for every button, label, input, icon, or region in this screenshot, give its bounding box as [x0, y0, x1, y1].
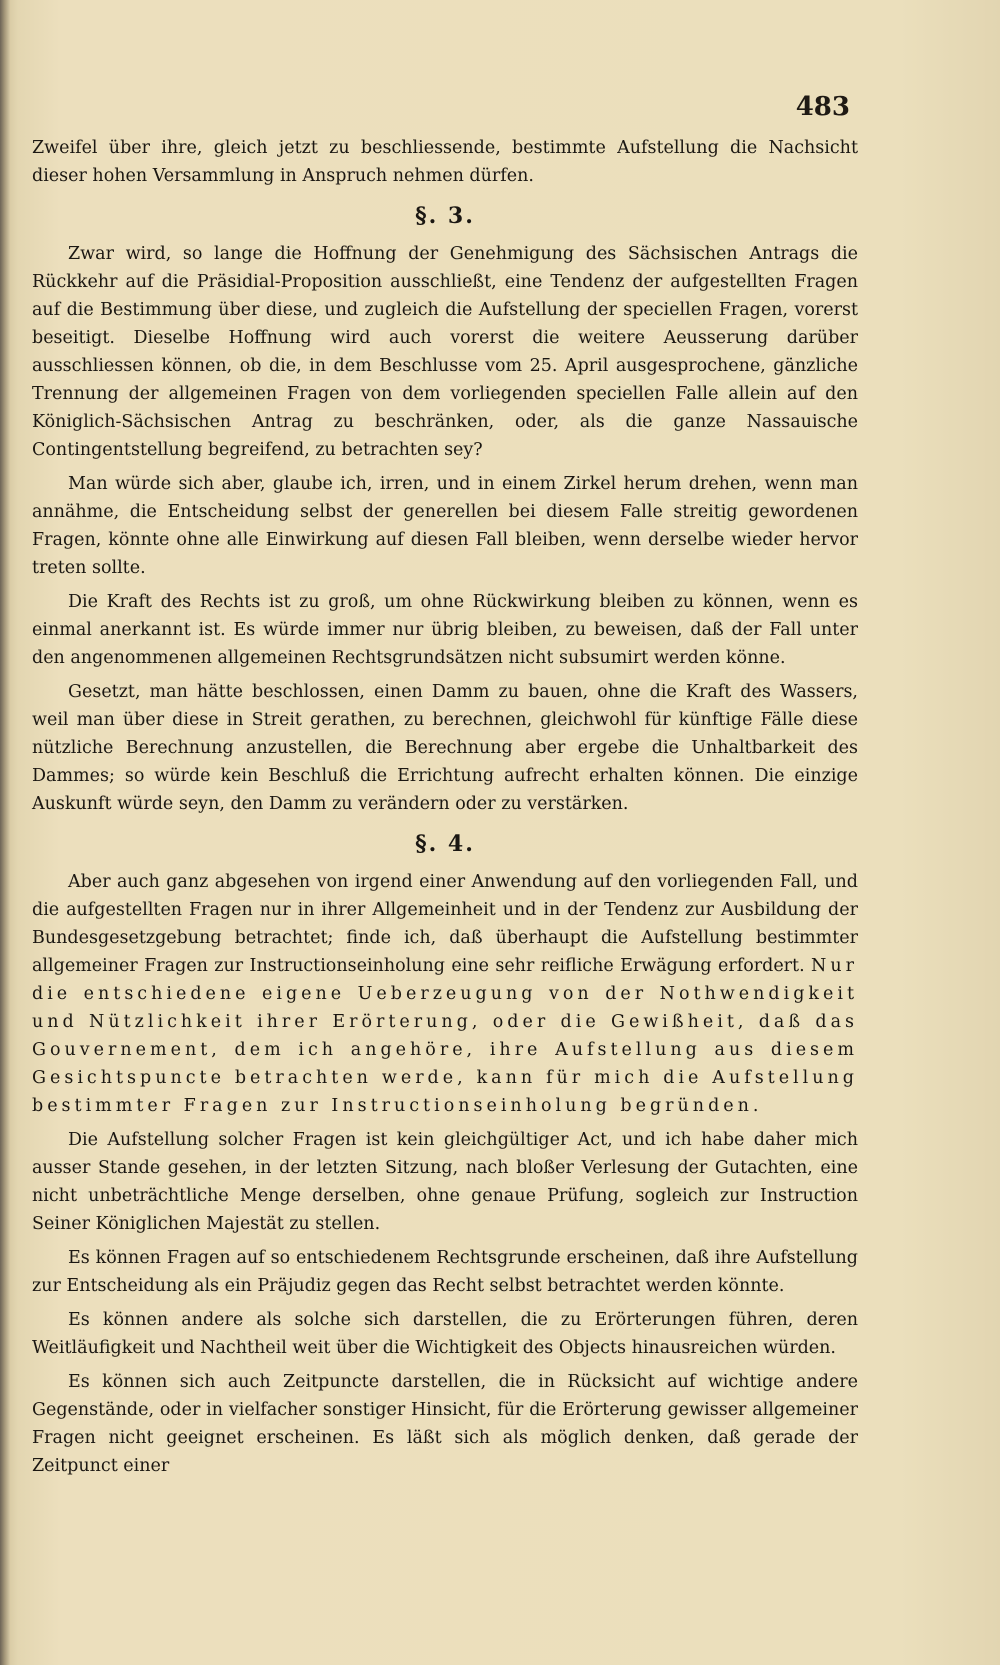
section-heading-3: §. 3.: [415, 203, 475, 229]
page-number: 483: [795, 92, 850, 122]
paragraph: Es können andere als solche sich darstellen, die zu Erörterungen führen, deren Weitläufigkeit und Nachtheil weit über die Wichtigkeit des Objects hinausreichen würden.: [32, 1310, 858, 1358]
paragraph-continuation: Zweifel über ihre, gleich jetzt zu beschliessende, bestimmte Aufstellung die Nachsicht dieser hohen Versammlung in Anspruch nehmen dürfen.: [32, 138, 858, 186]
paragraph: Es können sich auch Zeitpuncte darstellen, die in Rücksicht auf wichtige andere Gegenstände, oder in vielfacher sonstiger Hinsicht, für die Erörterung gewisser allgemeiner Fragen nicht geeignet erscheinen. Es läßt sich als möglich denken, daß gerade der Zeitpunct einer: [32, 1372, 858, 1476]
paragraph: [32, 868, 858, 1120]
page-body: [32, 134, 858, 1486]
paragraph-spaced-text: Nur die entschiedene eigene Ueberzeugung von der Nothwendigkeit und Nützlichkeit ihrer Erörterung, oder die Gewißheit, daß das Gouvernement, dem ich angehöre, ihre Aufstellung aus diesem Gesichtspuncte betrachten werde, kann für mich die Aufstellung bestimmter Fragen zur Instructionseinholung begründen.: [32, 956, 858, 1116]
paragraph-plain-text: Aber auch ganz abgesehen von irgend einer Anwendung auf den vorliegenden Fall, und die aufgestellten Fragen nur in ihrer Allgemeinheit und in der Tendenz zur Ausbildung der Bundesgesetzgebung betrachtet; finde ich, daß überhaupt die Aufstellung bestimmter allgemeiner Fragen zur Instructionseinholung eine sehr reifliche Erwägung erfordert.: [32, 872, 858, 976]
paragraph: Es können Fragen auf so entschiedenem Rechtsgrunde erscheinen, daß ihre Aufstellung zur Entscheidung als ein Präjudiz gegen das Recht selbst betrachtet werden könnte.: [32, 1248, 858, 1296]
paragraph: Zwar wird, so lange die Hoffnung der Genehmigung des Sächsischen Antrags die Rückkehr auf die Präsidial-Proposition ausschließt, eine Tendenz der aufgestellten Fragen auf die Bestimmung über diese, und zugleich die Aufstellung der speciellen Fragen, vorerst beseitigt. Dieselbe Hoffnung wird auch vorerst die weitere Aeusserung darüber ausschliessen können, ob die, in dem Beschlusse vom 25. April ausgesprochene, gänzliche Trennung der allgemeinen Fragen von dem vorliegenden speciellen Falle allein auf den Königlich-Sächsischen Antrag zu beschränken, oder, als die ganze Nassauische Contingentstellung begreifend, zu betrachten sey?: [32, 244, 858, 460]
section-heading-4: §. 4.: [415, 831, 475, 857]
paragraph: Gesetzt, man hätte beschlossen, einen Damm zu bauen, ohne die Kraft des Wassers, weil man über diese in Streit gerathen, zu berechnen, gleichwohl für künftige Fälle diese nützliche Berechnung anzustellen, die Berechnung aber ergebe die Unhaltbarkeit des Dammes; so würde kein Beschluß die Errichtung aufrecht erhalten können. Die einzige Auskunft würde seyn, den Damm zu verändern oder zu verstärken.: [32, 682, 858, 814]
paragraph: Die Aufstellung solcher Fragen ist kein gleichgültiger Act, und ich habe daher mich ausser Stande gesehen, in der letzten Sitzung, nach bloßer Verlesung der Gutachten, eine nicht unbeträchtliche Menge derselben, ohne genaue Prüfung, sogleich zur Instruction Seiner Königlichen Majestät zu stellen.: [32, 1130, 858, 1234]
paragraph: Die Kraft des Rechts ist zu groß, um ohne Rückwirkung bleiben zu können, wenn es einmal anerkannt ist. Es würde immer nur übrig bleiben, zu beweisen, daß der Fall unter den angenommenen allgemeinen Rechtsgrundsätzen nicht subsumirt werden könne.: [32, 592, 858, 668]
book-spine-shadow: [0, 0, 10, 1665]
paragraph: Man würde sich aber, glaube ich, irren, und in einem Zirkel herum drehen, wenn man annähme, die Entscheidung selbst der generellen bei diesem Falle streitig gewordenen Fragen, könnte ohne alle Einwirkung auf diesen Fall bleiben, wenn derselbe wieder hervor treten sollte.: [32, 474, 858, 578]
